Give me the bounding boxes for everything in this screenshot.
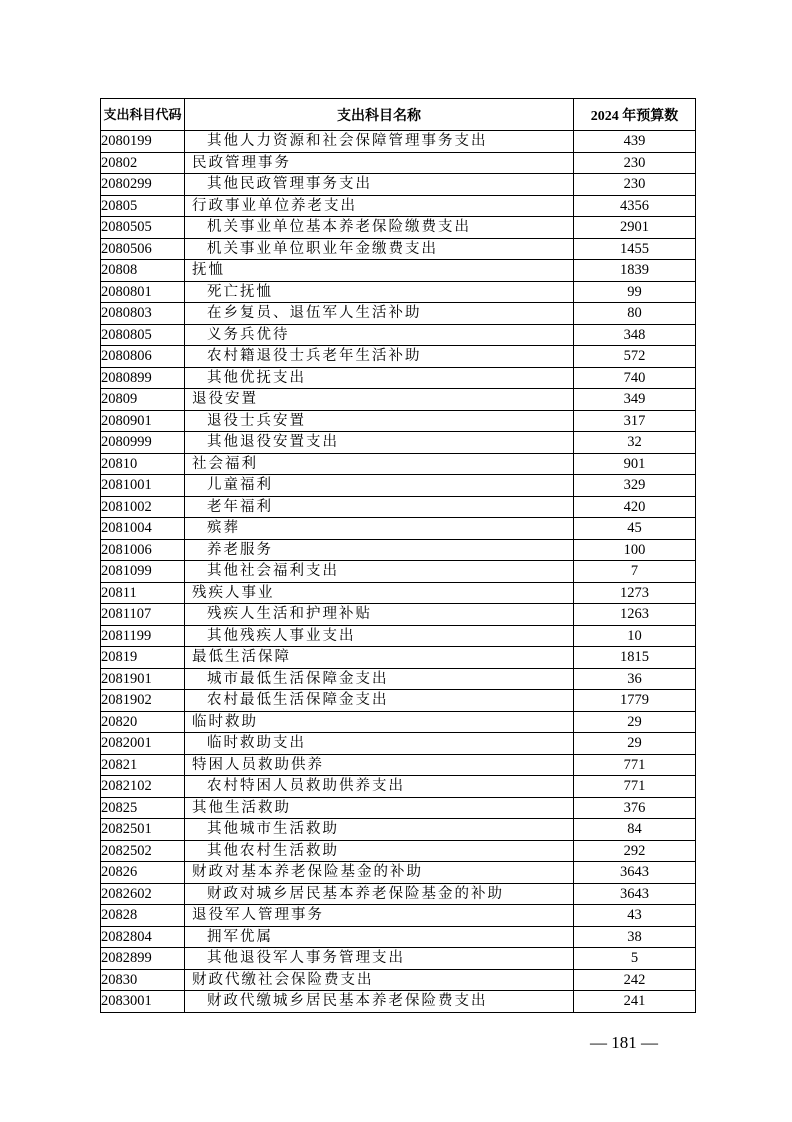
cell-name: 残疾人生活和护理补贴 [185,604,574,626]
cell-name: 农村最低生活保障金支出 [185,690,574,712]
cell-name: 其他城市生活救助 [185,819,574,841]
cell-name: 其他人力资源和社会保障管理事务支出 [185,131,574,153]
cell-name: 在乡复员、退伍军人生活补助 [185,303,574,325]
cell-code: 2080999 [101,432,185,454]
cell-code: 2081099 [101,561,185,583]
table-row [101,195,696,217]
cell-name: 义务兵优待 [185,324,574,346]
cell-name: 拥军优属 [185,926,574,948]
cell-amount: 1839 [574,260,696,282]
table-body [101,131,696,1013]
cell-name: 机关事业单位职业年金缴费支出 [185,238,574,260]
cell-name: 其他退役军人事务管理支出 [185,948,574,970]
cell-name: 行政事业单位养老支出 [185,195,574,217]
cell-name: 财政对城乡居民基本养老保险基金的补助 [185,883,574,905]
table-row [101,926,696,948]
header-amount: 2024 年预算数 [574,99,696,131]
cell-code: 2081002 [101,496,185,518]
cell-name: 最低生活保障 [185,647,574,669]
table-row [101,518,696,540]
cell-code: 2082602 [101,883,185,905]
table-row [101,260,696,282]
table-row [101,389,696,411]
cell-name: 农村特困人员救助供养支出 [185,776,574,798]
cell-code: 2081006 [101,539,185,561]
cell-amount: 740 [574,367,696,389]
header-code: 支出科目代码 [101,99,185,131]
cell-code: 20810 [101,453,185,475]
table-row [101,174,696,196]
cell-amount: 45 [574,518,696,540]
cell-amount: 420 [574,496,696,518]
cell-name: 城市最低生活保障金支出 [185,668,574,690]
cell-name: 民政管理事务 [185,152,574,174]
cell-amount: 1273 [574,582,696,604]
table-row [101,152,696,174]
cell-amount: 348 [574,324,696,346]
table-row [101,561,696,583]
cell-name: 财政对基本养老保险基金的补助 [185,862,574,884]
cell-code: 20819 [101,647,185,669]
cell-amount: 439 [574,131,696,153]
cell-amount: 1779 [574,690,696,712]
cell-name: 财政代缴城乡居民基本养老保险费支出 [185,991,574,1013]
table-row [101,303,696,325]
cell-code: 20805 [101,195,185,217]
cell-code: 2081199 [101,625,185,647]
cell-amount: 4356 [574,195,696,217]
table-row [101,625,696,647]
cell-code: 2080801 [101,281,185,303]
cell-name: 老年福利 [185,496,574,518]
cell-code: 2082804 [101,926,185,948]
cell-name: 退役军人管理事务 [185,905,574,927]
cell-amount: 43 [574,905,696,927]
cell-amount: 1815 [574,647,696,669]
table-row [101,754,696,776]
table-row [101,410,696,432]
cell-amount: 5 [574,948,696,970]
cell-amount: 241 [574,991,696,1013]
cell-code: 2081001 [101,475,185,497]
cell-name: 退役士兵安置 [185,410,574,432]
cell-amount: 230 [574,152,696,174]
cell-name: 机关事业单位基本养老保险缴费支出 [185,217,574,239]
cell-name: 退役安置 [185,389,574,411]
table-row [101,733,696,755]
cell-name: 抚恤 [185,260,574,282]
cell-amount: 80 [574,303,696,325]
cell-amount: 29 [574,733,696,755]
table-header-row [101,99,696,131]
table-row [101,668,696,690]
cell-code: 2081004 [101,518,185,540]
cell-amount: 2901 [574,217,696,239]
cell-name: 临时救助 [185,711,574,733]
table-row [101,883,696,905]
cell-name: 其他农村生活救助 [185,840,574,862]
cell-name: 养老服务 [185,539,574,561]
table-row [101,281,696,303]
table-row [101,131,696,153]
cell-code: 2081107 [101,604,185,626]
table-row [101,367,696,389]
cell-code: 2082899 [101,948,185,970]
cell-name: 其他社会福利支出 [185,561,574,583]
cell-code: 2082501 [101,819,185,841]
table-row [101,840,696,862]
cell-amount: 1263 [574,604,696,626]
cell-code: 2080803 [101,303,185,325]
cell-code: 20830 [101,969,185,991]
table-row [101,496,696,518]
table-row [101,647,696,669]
cell-amount: 100 [574,539,696,561]
table-row [101,969,696,991]
header-name: 支出科目名称 [185,99,574,131]
cell-amount: 7 [574,561,696,583]
cell-name: 特困人员救助供养 [185,754,574,776]
cell-amount: 3643 [574,862,696,884]
table-row [101,475,696,497]
cell-code: 2082102 [101,776,185,798]
table-row [101,453,696,475]
cell-code: 2081901 [101,668,185,690]
table-row [101,238,696,260]
cell-code: 2080505 [101,217,185,239]
table-row [101,991,696,1013]
cell-amount: 84 [574,819,696,841]
table-row [101,905,696,927]
cell-code: 20809 [101,389,185,411]
cell-amount: 242 [574,969,696,991]
cell-amount: 10 [574,625,696,647]
cell-name: 社会福利 [185,453,574,475]
cell-amount: 29 [574,711,696,733]
table-row [101,346,696,368]
cell-code: 20820 [101,711,185,733]
cell-amount: 32 [574,432,696,454]
cell-name: 其他残疾人事业支出 [185,625,574,647]
table-row [101,711,696,733]
cell-name: 临时救助支出 [185,733,574,755]
cell-name: 农村籍退役士兵老年生活补助 [185,346,574,368]
cell-amount: 572 [574,346,696,368]
cell-code: 2080299 [101,174,185,196]
cell-name: 财政代缴社会保险费支出 [185,969,574,991]
cell-amount: 38 [574,926,696,948]
table-row [101,776,696,798]
cell-amount: 1455 [574,238,696,260]
cell-code: 2080805 [101,324,185,346]
table-row [101,432,696,454]
cell-code: 2080901 [101,410,185,432]
cell-amount: 329 [574,475,696,497]
page-number: — 181 — [590,1033,658,1052]
cell-code: 20821 [101,754,185,776]
budget-table [100,98,696,1013]
cell-amount: 349 [574,389,696,411]
cell-code: 2080806 [101,346,185,368]
cell-code: 20825 [101,797,185,819]
table-row [101,324,696,346]
table-row [101,217,696,239]
cell-code: 2082001 [101,733,185,755]
cell-amount: 376 [574,797,696,819]
table-row [101,819,696,841]
cell-amount: 771 [574,754,696,776]
cell-amount: 99 [574,281,696,303]
cell-amount: 771 [574,776,696,798]
cell-code: 20811 [101,582,185,604]
cell-name: 其他退役安置支出 [185,432,574,454]
cell-name: 其他民政管理事务支出 [185,174,574,196]
cell-amount: 901 [574,453,696,475]
table-row [101,948,696,970]
cell-amount: 292 [574,840,696,862]
table-row [101,797,696,819]
cell-name: 残疾人事业 [185,582,574,604]
cell-code: 20826 [101,862,185,884]
table-row [101,539,696,561]
cell-name: 儿童福利 [185,475,574,497]
table-row [101,690,696,712]
cell-code: 2080199 [101,131,185,153]
cell-code: 20828 [101,905,185,927]
cell-name: 殡葬 [185,518,574,540]
cell-code: 2081902 [101,690,185,712]
cell-code: 2080506 [101,238,185,260]
cell-amount: 3643 [574,883,696,905]
cell-code: 2080899 [101,367,185,389]
cell-name: 其他优抚支出 [185,367,574,389]
cell-amount: 36 [574,668,696,690]
cell-code: 2083001 [101,991,185,1013]
cell-code: 2082502 [101,840,185,862]
cell-name: 其他生活救助 [185,797,574,819]
table-row [101,582,696,604]
cell-code: 20802 [101,152,185,174]
cell-amount: 230 [574,174,696,196]
table-row [101,604,696,626]
cell-amount: 317 [574,410,696,432]
table-row [101,862,696,884]
cell-name: 死亡抚恤 [185,281,574,303]
cell-code: 20808 [101,260,185,282]
